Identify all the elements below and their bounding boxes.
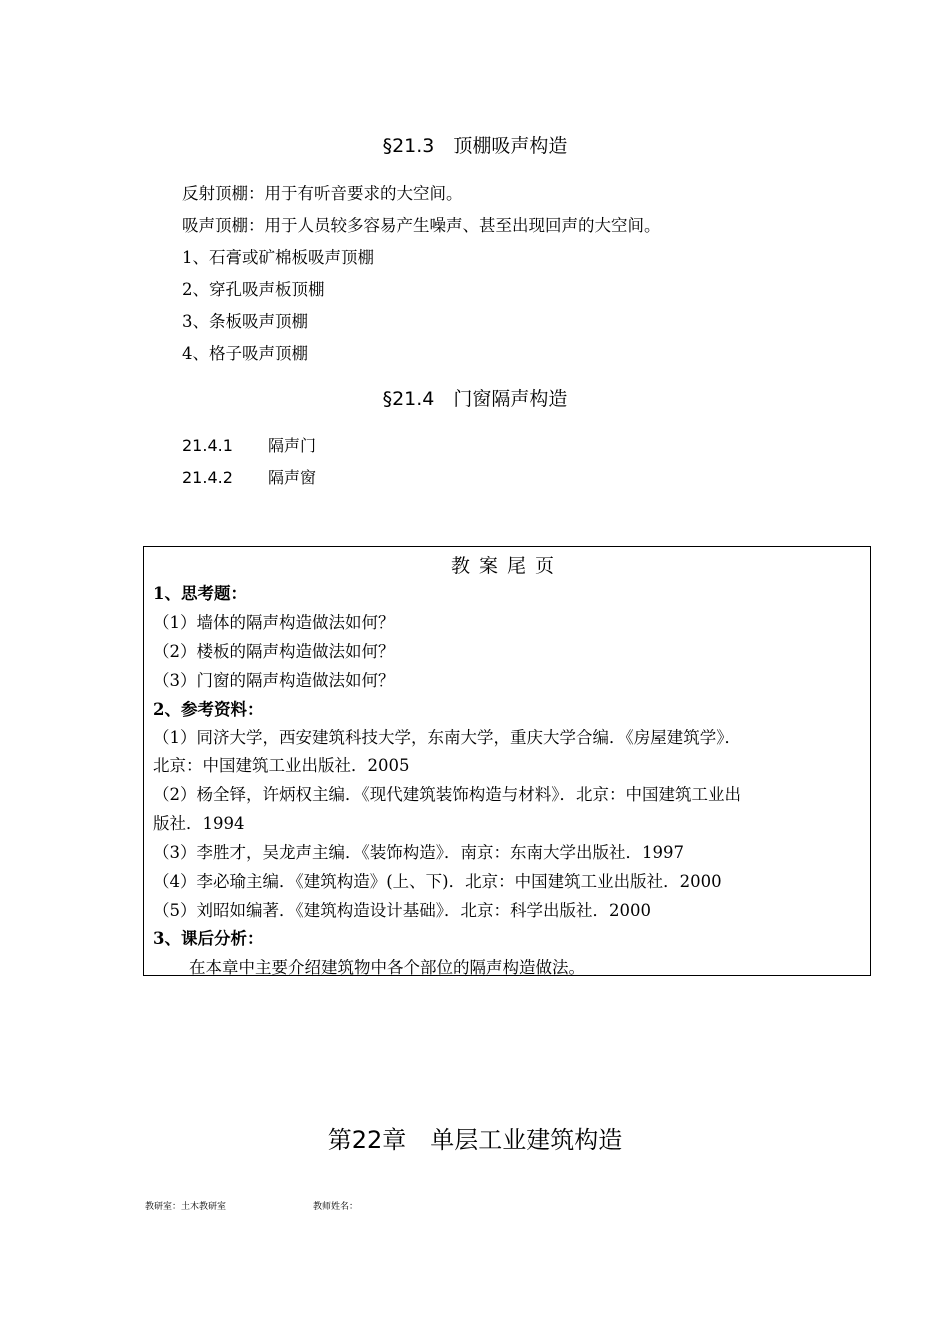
section-21-3-line: 2、穿孔吸声板顶棚	[182, 280, 325, 299]
reference-line: （5）刘昭如编著．《建筑构造设计基础》．北京：科学出版社．2000	[153, 901, 651, 920]
reference-line: （3）李胜才，吴龙声主编．《装饰构造》．南京：东南大学出版社．1997	[153, 843, 684, 862]
section-21-3-line: 1、石膏或矿棉板吸声顶棚	[182, 248, 374, 267]
chapter-title: 第22章 单层工业建筑构造	[327, 1126, 623, 1154]
subsection-title: 隔声窗	[268, 468, 317, 487]
subsection-21-4-2	[182, 465, 316, 488]
reference-line: 版社．1994	[153, 814, 245, 833]
reference-line: （4）李必瑜主编．《建筑构造》(上、下)．北京：中国建筑工业出版社．2000	[153, 872, 722, 891]
section-21-3-line: 反射顶棚：用于有听音要求的大空间。	[182, 184, 463, 203]
subsection-number: 21.4.1	[182, 436, 233, 455]
subsection-number: 21.4.2	[182, 468, 233, 487]
footer-teacher: 教师姓名：	[313, 1202, 359, 1212]
section-21-3-heading: §21.3 顶棚吸声构造	[382, 135, 568, 157]
lesson-end-box	[143, 546, 871, 976]
section-21-3-line: 4、格子吸声顶棚	[182, 344, 308, 363]
questions-heading: 1、思考题：	[153, 584, 247, 603]
question-item: （2）楼板的隔声构造做法如何？	[153, 642, 395, 661]
section-21-4-heading: §21.4 门窗隔声构造	[382, 388, 568, 410]
subsection-title: 隔声门	[268, 436, 317, 455]
reference-line: （1）同济大学，西安建筑科技大学，东南大学，重庆大学合编．《房屋建筑学》．	[153, 728, 741, 747]
lesson-end-title: 教案尾页	[450, 555, 563, 577]
analysis-heading: 3、课后分析：	[153, 929, 264, 948]
footer-office: 教研室：土木教研室	[145, 1202, 227, 1212]
question-item: （1）墙体的隔声构造做法如何？	[153, 613, 395, 632]
reference-line: 北京：中国建筑工业出版社．2005	[153, 756, 410, 775]
section-21-3-line: 3、条板吸声顶棚	[182, 312, 308, 331]
question-item: （3）门窗的隔声构造做法如何？	[153, 671, 395, 690]
section-21-3-line: 吸声顶棚：用于人员较多容易产生噪声、甚至出现回声的大空间。	[182, 216, 661, 235]
references-heading: 2、参考资料：	[153, 700, 264, 719]
subsection-21-4-1	[182, 433, 316, 456]
reference-line: （2）杨全铎，许炳权主编．《现代建筑装饰构造与材料》．北京：中国建筑工业出	[153, 785, 741, 804]
analysis-text: 在本章中主要介绍建筑物中各个部位的隔声构造做法。	[189, 958, 585, 977]
